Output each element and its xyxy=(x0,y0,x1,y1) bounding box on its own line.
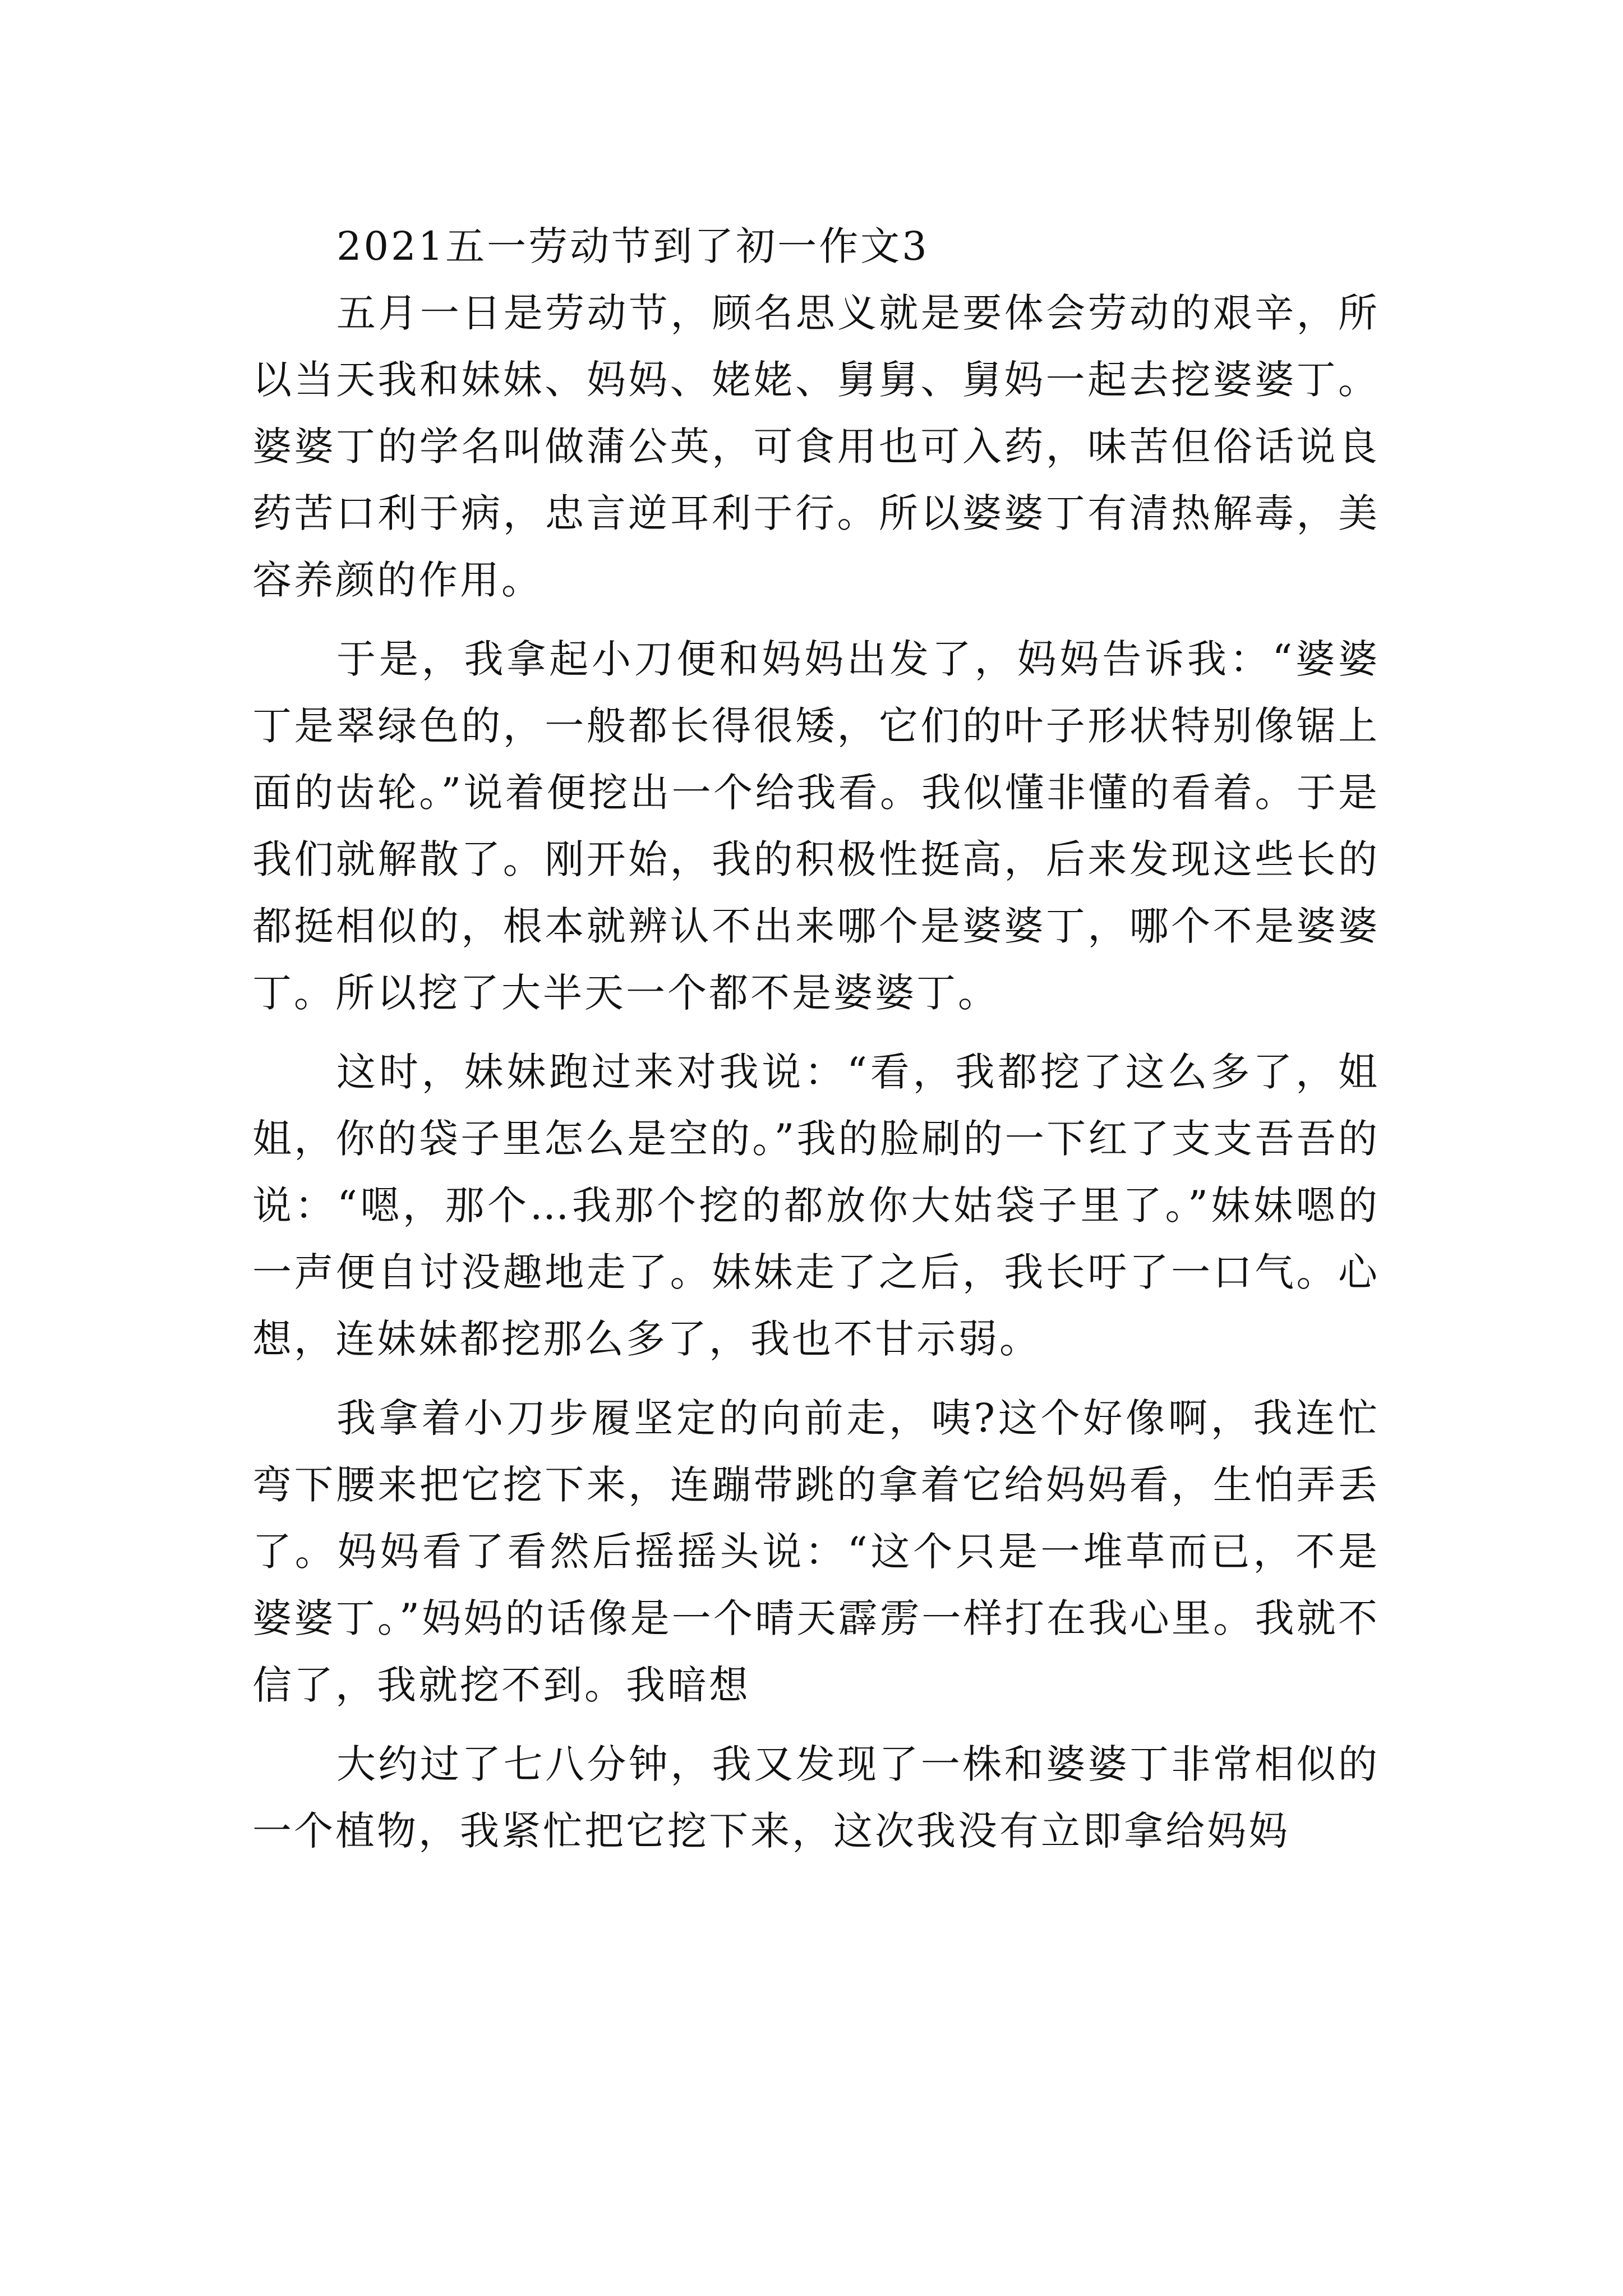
paragraph-5: 大约过了七八分钟，我又发现了一株和婆婆丁非常相似的一个植物，我紧忙把它挖下来，这次我没有立即拿给妈妈 xyxy=(252,1741,1380,1854)
paragraph-4: 我拿着小刀步履坚定的向前走，咦?这个好像啊，我连忙弯下腰来把它挖下来，连蹦带跳的拿着它给妈妈看，生怕弄丢了。妈妈看了看然后摇摇头说：“这个只是一堆草而已，不是婆婆丁。”妈妈的话像是一个晴天霹雳一样打在我心里。我就不信了，我就挖不到。我暗想 xyxy=(252,1395,1380,1708)
paragraph-3: 这时，妹妹跑过来对我说：“看，我都挖了这么多了，姐姐，你的袋子里怎么是空的。”我的脸刷的一下红了支支吾吾的说：“嗯，那个…我那个挖的都放你大姑袋子里了。”妹妹嗯的一声便自讨没趣地走了。妹妹走了之后，我长吁了一口气。心想，连妹妹都挖那么多了，我也不甘示弱。 xyxy=(252,1049,1380,1362)
document-body xyxy=(252,213,1380,1877)
paragraph-2: 于是，我拿起小刀便和妈妈出发了，妈妈告诉我：“婆婆丁是翠绿色的，一般都长得很矮，它们的叶子形状特别像锯上面的齿轮。”说着便挖出一个给我看。我似懂非懂的看着。于是我们就解散了。刚开始，我的积极性挺高，后来发现这些长的都挺相似的，根本就辨认不出来哪个是婆婆丁，哪个不是婆婆丁。所以挖了大半天一个都不是婆婆丁。 xyxy=(252,636,1380,1016)
document-title: 2021五一劳动节到了初一作文3 xyxy=(336,223,929,269)
paragraph-1: 五月一日是劳动节，顾名思义就是要体会劳动的艰辛，所以当天我和妹妹、妈妈、姥姥、舅舅、舅妈一起去挖婆婆丁。婆婆丁的学名叫做蒲公英，可食用也可入药，味苦但俗话说良药苦口利于病，忠言逆耳利于行。所以婆婆丁有清热解毒，美容养颜的作用。 xyxy=(252,290,1380,603)
